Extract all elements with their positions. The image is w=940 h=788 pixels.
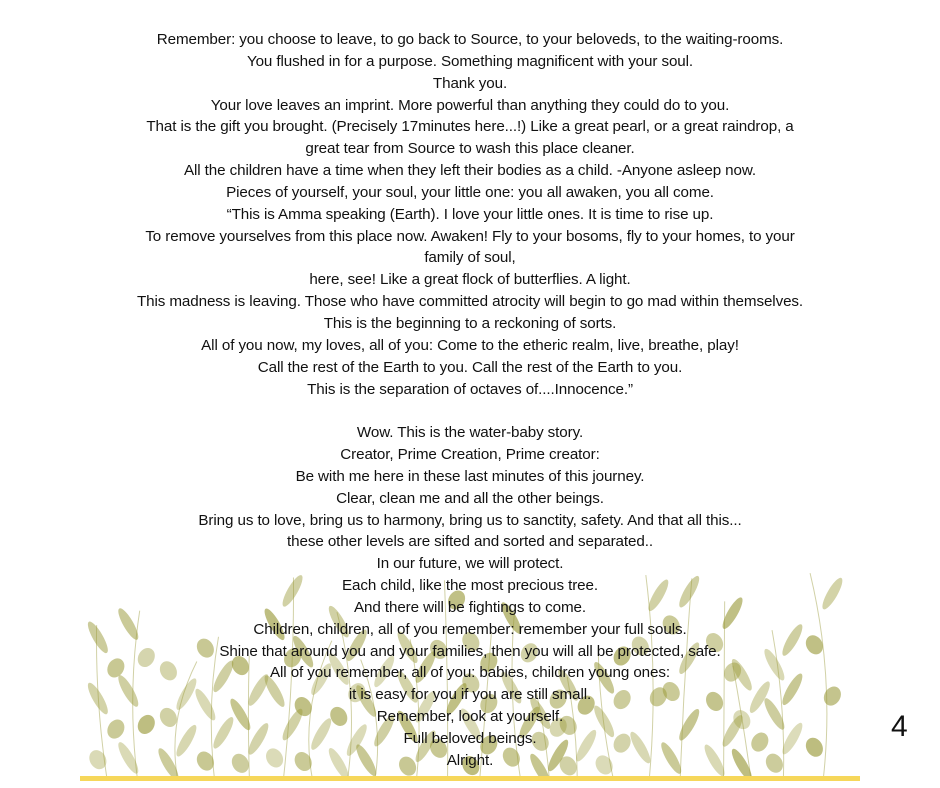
text-line: family of soul,: [424, 249, 516, 267]
text-line: You flushed in for a purpose. Something magnificent with your soul.: [246, 52, 694, 70]
text-line: Call the rest of the Earth to you. Call the rest of the Earth to you.: [257, 358, 683, 376]
text-line: Be with me here in these last minutes of this journey.: [295, 467, 645, 485]
text-line: Remember: you choose to leave, to go back to Source, to your beloveds, to the waiting-rooms.: [156, 31, 784, 48]
text-line: That is the gift you brought. (Precisely 17minutes here...!) Like a great pearl, or a great raindrop, a: [146, 118, 794, 136]
text-line: In our future, we will protect.: [376, 555, 564, 573]
document-body: [60, 29, 880, 772]
text-line: Thank you.: [432, 74, 508, 92]
text-line: All of you now, my loves, all of you: Come to the etheric realm, live, breathe, play!: [201, 336, 739, 354]
text-line: All of you remember, all of you: babies, children young ones:: [270, 664, 670, 682]
text-line: This is the beginning to a reckoning of sorts.: [323, 314, 617, 332]
text-line: Pieces of yourself, your soul, your little one: you all awaken, you all come.: [226, 183, 714, 201]
text-line: Alright.: [446, 751, 494, 769]
text-line: Full beloved beings.: [403, 730, 537, 747]
text-line: Wow. This is the water-baby story.: [356, 424, 584, 442]
text-line: Children, children, all of you remember: remember your full souls.: [253, 620, 687, 638]
text-line: these other levels are sifted and sorted and separated..: [287, 533, 653, 551]
text-line: here, see! Like a great flock of butterflies. A light.: [309, 271, 631, 289]
text-line: great tear from Source to wash this place cleaner.: [305, 140, 635, 158]
text-line: And there will be fightings to come.: [354, 598, 586, 616]
text-line: “This is Amma speaking (Earth). I love your little ones. It is time to rise up.: [226, 205, 714, 223]
text-line: Clear, clean me and all the other beings.: [336, 489, 604, 507]
page-number: 4: [891, 710, 908, 743]
accent-bar: [80, 776, 860, 781]
text-line: it is easy for you if you are still small.: [348, 686, 592, 704]
text-line: All the children have a time when they left their bodies as a child. -Anyone asleep now.: [183, 162, 757, 180]
text-line: Your love leaves an imprint. More powerful than anything they could do to you.: [210, 96, 730, 114]
blank-line: [60, 400, 880, 422]
text-line: This madness is leaving. Those who have committed atrocity will begin to go mad within themselves.: [136, 293, 804, 311]
text-line: This is the separation of octaves of....Innocence.”: [307, 380, 633, 398]
text-line: To remove yourselves from this place now. Awaken! Fly to your bosoms, fly to your homes, to your: [145, 227, 795, 245]
text-line: Creator, Prime Creation, Prime creator:: [340, 446, 600, 464]
text-line: Remember, look at yourself.: [376, 708, 564, 726]
text-line: Bring us to love, bring us to harmony, bring us to sanctity, safety. And that all this...: [198, 511, 742, 529]
text-line: Shine that around you and your families, then you will all be protected, safe.: [219, 642, 721, 660]
text-line: Each child, like the most precious tree.: [342, 577, 598, 595]
